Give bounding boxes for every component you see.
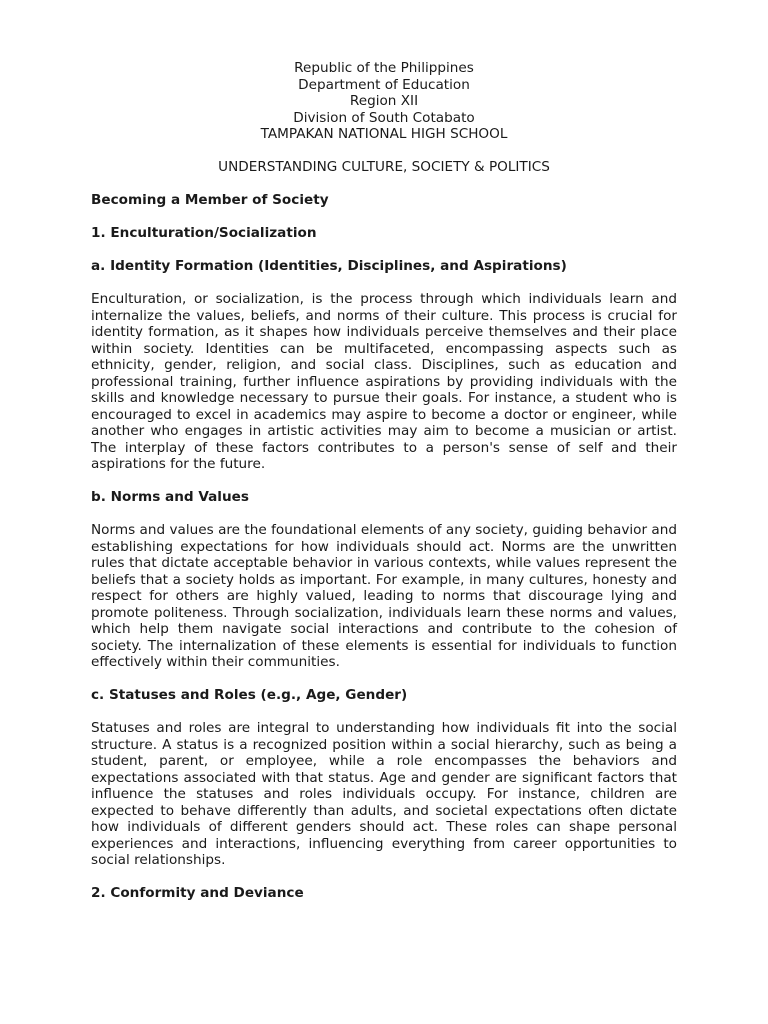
paragraph-identity-formation: Enculturation, or socialization, is the process through which individuals learn and internalize the values, beliefs, and norms of their culture. This process is crucial for identity formation, as it shapes how individuals perceive themselves and their place within society. Identities can be multifaceted, encompassing aspects such as ethnicity, gender, religion, and social class. Disciplines, such as education and professional training, further influence aspirations by providing individuals with the skills and knowledge necessary to pursue their goals. For instance, a student who is encouraged to excel in academics may aspire to become a doctor or engineer, while another who engages in artistic activities may aim to become a musician or artist. The interplay of these factors contributes to a person's sense of self and their aspirations for the future. — [91, 291, 677, 472]
section-heading-1: 1. Enculturation/Socialization — [91, 225, 317, 241]
main-heading: Becoming a Member of Society — [91, 192, 329, 208]
school-header — [91, 60, 677, 143]
subsection-heading-1b: b. Norms and Values — [91, 489, 249, 505]
course-title: UNDERSTANDING CULTURE, SOCIETY & POLITICS — [218, 159, 550, 175]
header-line-region: Region XII — [349, 93, 419, 109]
section-heading-2: 2. Conformity and Deviance — [91, 885, 304, 901]
header-line-school: TAMPAKAN NATIONAL HIGH SCHOOL — [260, 126, 508, 142]
paragraph-statuses-roles: Statuses and roles are integral to understanding how individuals fit into the social structure. A status is a recognized position within a social hierarchy, such as being a student, parent, or employee, while a role encompasses the behaviors and expectations associated with that status. Age and gender are significant factors that influence the statuses and roles individuals occupy. For instance, children are expected to behave differently than adults, and societal expectations often dictate how individuals of different genders should act. These roles can shape personal experiences and interactions, influencing everything from career opportunities to social relationships. — [91, 720, 677, 868]
header-line-department: Department of Education — [298, 76, 470, 93]
header-line-republic: Republic of the Philippines — [294, 60, 474, 76]
paragraph-norms-values: Norms and values are the foundational elements of any society, guiding behavior and establishing expectations for how individuals should act. Norms are the unwritten rules that dictate acceptable behavior in various contexts, while values represent the beliefs that a society holds as important. For example, in many cultures, honesty and respect for others are highly valued, leading to norms that discourage lying and promote politeness. Through socialization, individuals learn these norms and values, which help them navigate social interactions and contribute to the cohesion of society. The internalization of these elements is essential for individuals to function effectively within their communities. — [91, 522, 677, 670]
subsection-heading-1a: a. Identity Formation (Identities, Disciplines, and Aspirations) — [91, 258, 567, 274]
subsection-heading-1c: c. Statuses and Roles (e.g., Age, Gender) — [91, 687, 408, 703]
header-line-division: Division of South Cotabato — [293, 109, 475, 126]
